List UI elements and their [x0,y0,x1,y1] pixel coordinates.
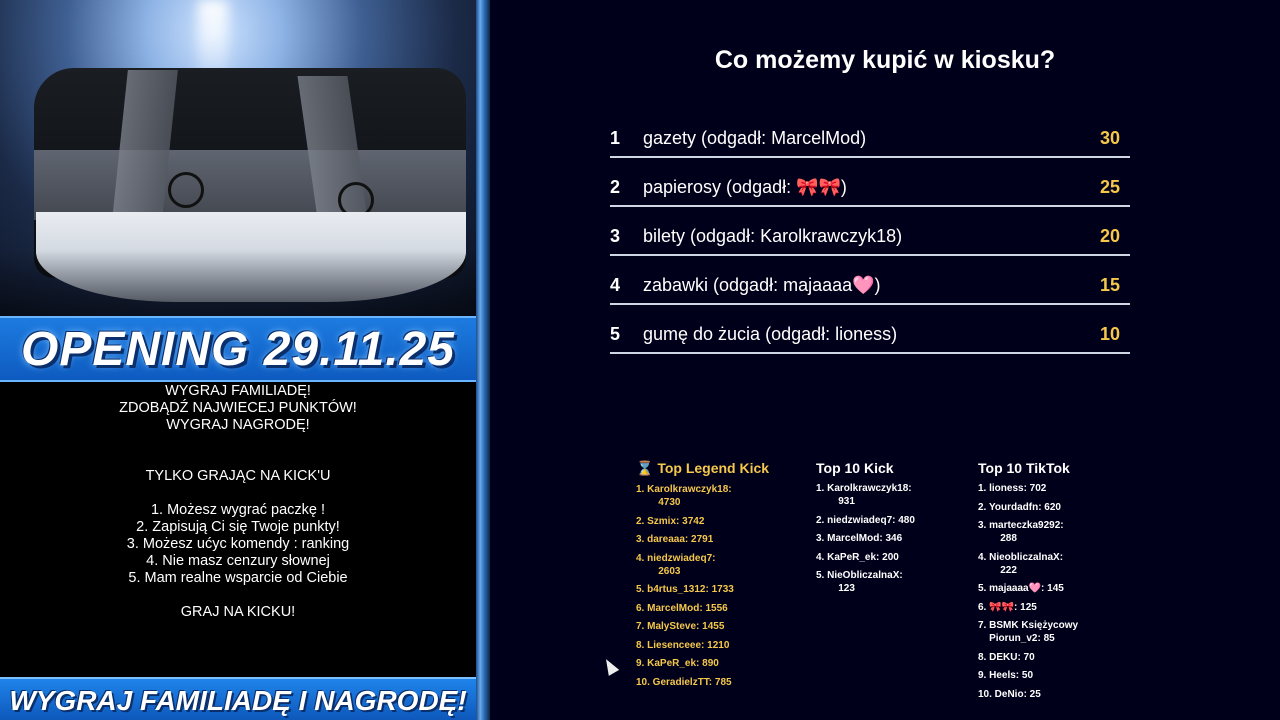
leaderboard-entry: 10. DeNio: 25 [978,688,1041,700]
answer-text: zabawki (odgadł: majaaaa🩷) [643,275,881,295]
answer-row [610,220,1130,256]
leaderboard-entry: 8. DEKU: 70 [978,651,1035,663]
info-line [0,451,476,468]
answer-row [610,171,1130,207]
leaderboard-entry: 6. MarcelMod: 1556 [636,602,728,614]
leaderboard-entry: 2. Szmix: 3742 [636,515,705,527]
answer-number: 1 [610,128,621,148]
info-line: GRAJ NA KICKU! [180,604,296,620]
leaderboard-entry: 9. KaPeR_ek: 890 [636,658,719,669]
leaderboard-entry: 1. Karolkrawczyk18: 4730 [636,484,732,508]
info-line [0,434,476,451]
info-line: 4. Nie masz cenzury słownej [146,553,330,569]
bottom-banner [0,677,476,720]
leaderboard-entry: 3. MarcelMod: 346 [816,533,903,544]
leaderboard-entry: 3. dareaaa: 2791 [636,534,714,545]
package-tape [34,150,466,220]
answer-row [610,318,1130,354]
leaderboard-kick-list [816,482,915,595]
question-title: Co możemy kupić w kiosku? [714,46,1056,74]
answer-number: 5 [610,324,621,344]
bottom-banner-text: WYGRAJ FAMILIADĘ I NAGRODĘ! [9,684,467,716]
leaderboard-entry: 4. NieobliczalnaX: 222 [978,551,1064,576]
answer-number: 2 [610,177,621,197]
answer-text: gazety (odgadł: MarcelMod) [643,128,867,148]
opening-banner-text: OPENING 29.11.25 [21,322,455,376]
answer-points: 25 [1099,177,1120,197]
webcam-feed [0,0,476,316]
warning-sign-icon [168,172,204,208]
answer-points: 20 [1099,226,1120,246]
info-line: TYLKO GRAJĄC NA KICK'U [145,468,331,484]
leaderboard-legend [636,460,769,694]
leaderboard-legend-list [636,483,769,689]
info-line [0,587,476,604]
leaderboard-entry: 7. MalySteve: 1455 [636,621,725,632]
leaderboard-entry: 8. Liesenceee: 1210 [636,639,730,651]
info-line: 5. Mam realne wsparcie od Ciebie [128,570,348,586]
answer-row [610,269,1130,305]
leaderboard-entry: 5. b4rtus_1312: 1733 [636,584,734,595]
leaderboard-entry: 10. GeradielzTT: 785 [636,676,732,688]
game-board [490,0,1280,720]
leaderboard-entry: 2. niedzwiadeq7: 480 [816,514,915,526]
info-line: WYGRAJ FAMILIADĘ! [165,383,311,399]
leaderboard-entry: 5. majaaaa🩷: 145 [978,583,1064,594]
left-panel [0,0,476,720]
shadow [0,250,476,316]
leaderboard-entry: 7. BSMK Księżycowy Piorun_v2: 85 [978,620,1079,644]
panel-divider [476,0,490,720]
leaderboard-entry: 1. Karolkrawczyk18: 931 [816,483,912,507]
answer-text: gumę do żucia (odgadł: lioness) [643,324,898,344]
leaderboard-entry: 4. KaPeR_ek: 200 [816,551,899,563]
answer-number: 4 [610,275,621,295]
answer-text: bilety (odgadł: Karolkrawczyk18) [643,226,903,246]
leaderboard-entry: 9. Heels: 50 [978,670,1034,681]
info-line: ZDOBĄDŹ NAJWIECEJ PUNKTÓW! [119,400,357,416]
leaderboard-entry: 6. 🎀🎀: 125 [978,601,1037,613]
leaderboard-entry: 2. Yourdadfn: 620 [978,501,1061,513]
leaderboard-tiktok [978,460,1078,706]
leaderboard-tiktok-title: Top 10 TikTok [978,460,1070,476]
answer-points: 10 [1099,324,1120,344]
info-text [0,383,476,621]
info-line: 3. Możesz ućyc komendy : ranking [126,536,350,552]
leaderboard-kick-title: Top 10 Kick [816,460,894,476]
leaderboard-entry: 5. NieObliczalnaX: 123 [816,570,903,594]
answer-points: 30 [1099,128,1120,148]
answer-text: papierosy (odgadł: 🎀🎀) [643,177,847,197]
leaderboard-entry: 3. marteczka9292: 288 [978,520,1064,544]
leaderboard-tiktok-list [978,482,1078,701]
info-line: WYGRAJ NAGRODĘ! [166,417,310,433]
info-line [0,485,476,502]
answer-points: 15 [1099,275,1120,295]
leaderboard-legend-title: ⌛ Top Legend Kick [636,460,770,476]
answer-number: 3 [610,226,621,246]
leaderboard-kick [816,460,915,601]
answer-row [610,122,1130,158]
leaderboard-entry: 4. niedzwiadeq7: 2603 [636,552,716,577]
opening-banner [0,316,476,382]
leaderboard-entry: 1. lioness: 702 [978,483,1047,494]
info-line: 2. Zapisują Ci się Twoje punkty! [136,519,340,535]
info-line: 1. Możesz wygrać paczkę ! [150,502,326,518]
